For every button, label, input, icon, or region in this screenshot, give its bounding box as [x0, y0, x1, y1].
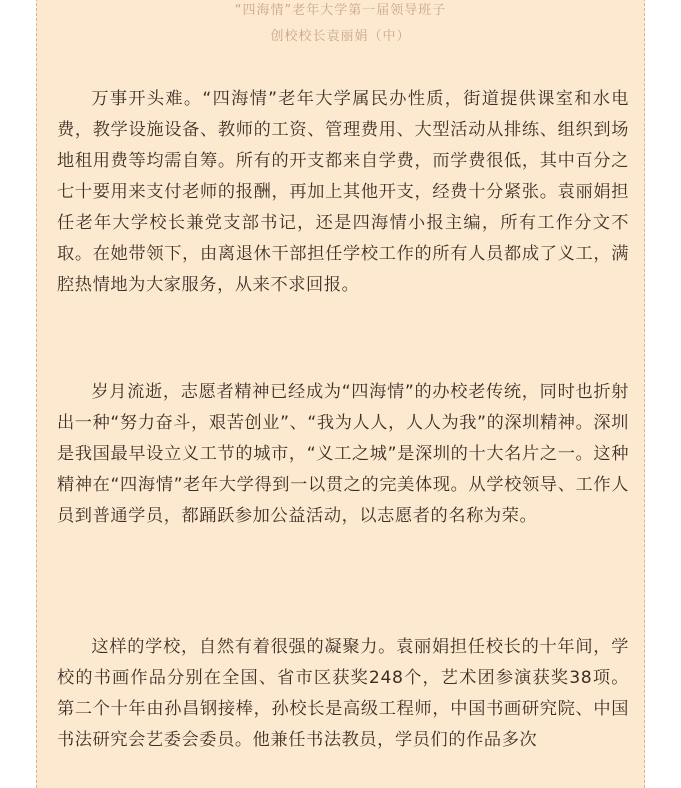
article-paragraph: 万事开头难。“四海情”老年大学属民办性质，街道提供课室和水电费，教学设施设备、教师的工资、管理费用、大型活动从排练、组织到场地租用费等均需自筹。所有的开支都来自学费，而学费很低，其中百分之七十要用来支付老师的报酬，再加上其他开支，经费十分紧张。袁丽娟担任老年大学校长兼党支部书记，还是四海情小报主编，所有工作分文不取。在她带领下，由离退休干部担任学校工作的所有人员都成了义工，满腔热情地为大家服务，从来不求回报。: [57, 89, 629, 295]
article-panel: [36, 0, 645, 788]
photo-caption-line-2: 创校校长袁丽娟（中）: [270, 29, 411, 44]
article-paragraph: 岁月流逝，志愿者精神已经成为“四海情”的办校老传统，同时也折射出一种“努力奋斗，艰苦创业”、“我为人人，人人为我”的深圳精神。深圳是我国最早设立义工节的城市，“义工之城”是深圳的十大名片之一。这种精神在“四海情”老年大学得到一以贯之的完美体现。从学校领导、工作人员到普通学员，都踊跃参加公益活动，以志愿者的名称为荣。: [57, 382, 629, 526]
photo-caption-line-1: “四海情”老年大学第一届领导班子: [234, 3, 447, 18]
article-paragraph: 这样的学校，自然有着很强的凝聚力。袁丽娟担任校长的十年间，学校的书画作品分别在全国、省市区获奖248个，艺术团参演获奖38项。第二个十年由孙昌钢接棒，孙校长是高级工程师，中国书画研究院、中国书法研究会艺委会委员。他兼任书法教员，学员们的作品多次: [57, 637, 629, 750]
